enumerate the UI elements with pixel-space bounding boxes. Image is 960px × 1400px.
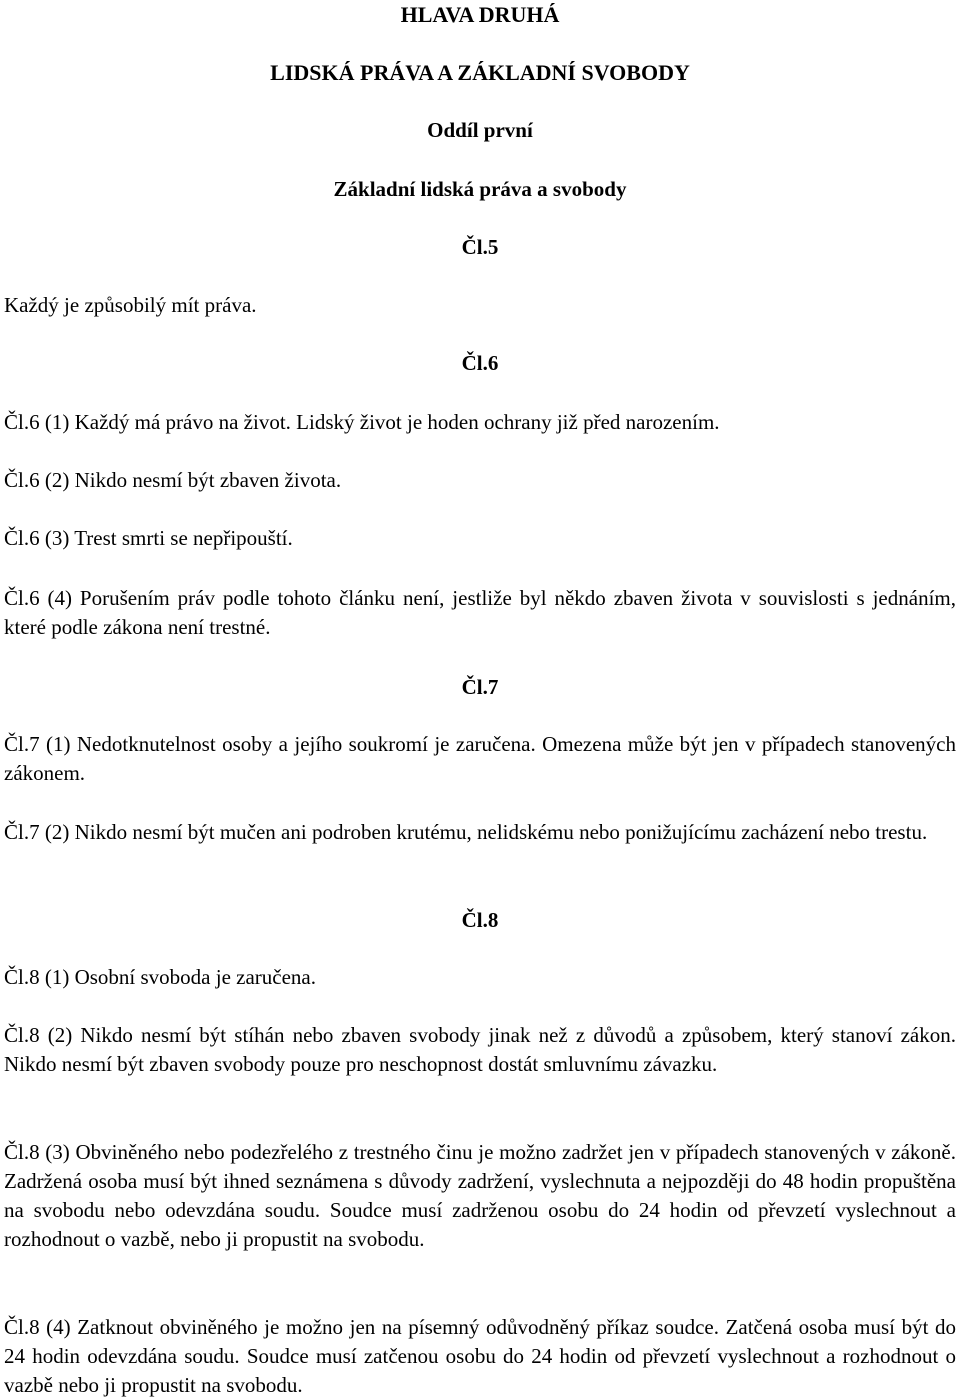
- article-paragraph: Čl.8 (4) Zatknout obviněného je možno jen na písemný odůvodněný příkaz soudce. Zatčená osoba musí být do 24 hodin odevzdána soudu. Soudce musí zatčenou osobu do 24 hodin od převzetí vyslechnout a rozhodnout o vazbě nebo ji propustit na svobodu.: [4, 1315, 956, 1397]
- article-heading: Čl.7: [461, 675, 499, 699]
- section-title: Základní lidská práva a svobody: [333, 177, 627, 201]
- article-heading: Čl.8: [461, 908, 499, 932]
- article-paragraph: Čl.7 (1) Nedotknutelnost osoby a jejího soukromí je zaručena. Omezena může být jen v případech stanovených zákonem.: [4, 732, 956, 785]
- chapter-title: LIDSKÁ PRÁVA A ZÁKLADNÍ SVOBODY: [270, 60, 690, 85]
- chapter-heading: HLAVA DRUHÁ: [400, 2, 560, 27]
- article-heading: Čl.6: [461, 351, 499, 375]
- article-paragraph: Čl.6 (1) Každý má právo na život. Lidský život je hoden ochrany již před narozením.: [4, 410, 720, 434]
- article-paragraph: Každý je způsobilý mít práva.: [4, 293, 257, 317]
- article-paragraph: Čl.6 (3) Trest smrti se nepřipouští.: [4, 526, 293, 550]
- article-paragraph: Čl.6 (2) Nikdo nesmí být zbaven života.: [4, 468, 342, 492]
- article-paragraph: Čl.6 (4) Porušením práv podle tohoto článku není, jestliže byl někdo zbaven života v souvislosti s jednáním, které podle zákona není trestné.: [4, 586, 956, 639]
- article-paragraph: Čl.7 (2) Nikdo nesmí být mučen ani podroben krutému, nelidskému nebo ponižujícímu zacházení nebo trestu.: [4, 820, 928, 844]
- article-paragraph: Čl.8 (2) Nikdo nesmí být stíhán nebo zbaven svobody jinak než z důvodů a způsobem, který stanoví zákon. Nikdo nesmí být zbaven svobody pouze pro neschopnost dostát smluvnímu závazku.: [4, 1023, 956, 1076]
- article-heading: Čl.5: [461, 235, 499, 259]
- section-heading: Oddíl první: [427, 118, 533, 142]
- article-paragraph: Čl.8 (3) Obviněného nebo podezřelého z trestného činu je možno zadržet jen v případech stanovených v zákoně. Zadržená osoba musí být ihned seznámena s důvody zadržení, vyslechnuta a nejpozději do 48 hodin propuštěna na svobodu nebo odevzdána soudu. Soudce musí zadrženou osobu do 24 hodin od převzetí vyslechnout a rozhodnout o vazbě, nebo ji propustit na svobodu.: [4, 1140, 956, 1251]
- article-paragraph: Čl.8 (1) Osobní svoboda je zaručena.: [4, 965, 316, 989]
